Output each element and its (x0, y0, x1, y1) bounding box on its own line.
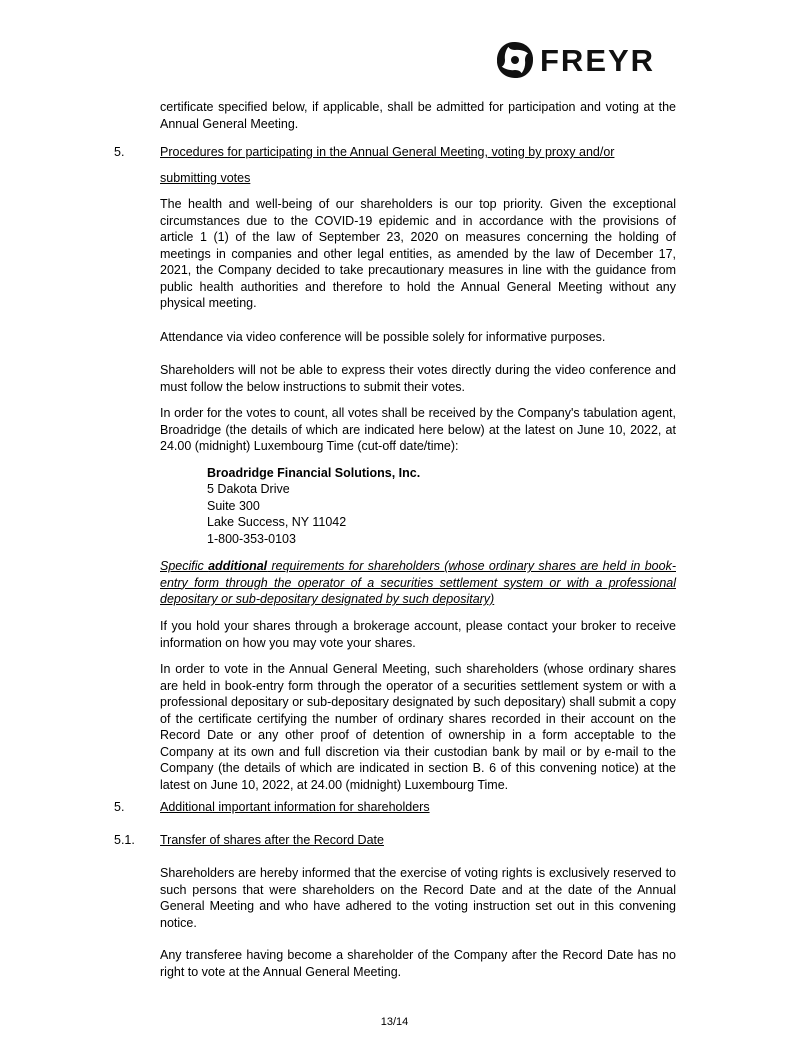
section-5-heading-line1 (160, 144, 676, 161)
transferee-paragraph: Any transferee having become a shareholder of the Company after the Record Date has no right to vote at the Annual General Meeting. (160, 948, 676, 979)
section-5b-heading (160, 799, 676, 816)
specific-bold: additional (208, 559, 268, 573)
vote-requirements-paragraph: In order to vote in the Annual General Meeting, such shareholders (whose ordinary shares are held in book-entry form through the operator of a securities settlement system or with a professional depositary or sub-depositary designated by such depositary) shall submit a copy of the certificate certifying the number of ordinary shares recorded in their account on the Record Date or any other proof of detention of ownership in a form acceptable to the Company at its own and full discretion via their custodian bank by mail or by e-mail to the Company (the details of which are indicated in section B. 6 of this convening notice) at the latest on June 10, 2022, at 24.00 (midnight) Luxembourg Time. (160, 662, 676, 792)
specific-post: requirements for shareholders (whose ordinary shares are held in book-entry form through the operator of a securities settlement system or with a professional depositary or sub-depositary designated by such depositary) (160, 559, 676, 606)
specific-requirements-heading (160, 558, 676, 608)
voting-rights-paragraph: Shareholders are hereby informed that the exercise of voting rights is exclusively reserved to such persons that were shareholders on the Record Date and at the date of the Annual General Meeting and who have adhered to the voting instruction set out in this convening notice. (160, 866, 676, 930)
section-5-heading-line2 (160, 170, 676, 187)
company-logo (494, 38, 676, 82)
section-5-1-number: 5.1. (114, 833, 135, 847)
intro-tail-paragraph: certificate specified below, if applicable, shall be admitted for participation and voting at the Annual General Meeting. (160, 100, 676, 131)
section-5-1-heading-text: Transfer of shares after the Record Date (160, 833, 384, 847)
section-5-heading-text2: submitting votes (160, 171, 251, 185)
section-5-number: 5. (114, 145, 125, 159)
page-number: 13/14 (380, 1016, 409, 1028)
section-5-1-heading (160, 832, 676, 849)
address-line2: Suite 300 (207, 499, 260, 513)
video-conference-paragraph: Attendance via video conference will be possible solely for informative purposes. (160, 330, 606, 344)
section-5-heading-text: Procedures for participating in the Annual General Meeting, voting by proxy and/or (160, 145, 615, 159)
shareholders-votes-paragraph: Shareholders will not be able to express their votes directly during the video conference and must follow the below instructions to submit their votes. (160, 363, 676, 394)
logo-wordmark: FREYR (540, 42, 656, 78)
address-name: Broadridge Financial Solutions, Inc. (207, 466, 421, 480)
section-5b-number: 5. (114, 800, 125, 814)
section-5b-heading-text: Additional important information for shareholders (160, 800, 430, 814)
address-line1: 5 Dakota Drive (207, 482, 290, 496)
covid-paragraph: The health and well-being of our shareholders is our top priority. Given the exceptional circumstances due to the COVID-19 epidemic and in accordance with the provisions of article 1 (1) of the law of September 23, 2020 on measures concerning the holding of meetings in companies and other legal entities, as amended by the law of December 17, 2021, the Company decided to take precautionary measures in line with the guidance from public health authorities and therefore to hold the Annual General Meeting without any physical meeting. (160, 197, 676, 310)
brokerage-paragraph: If you hold your shares through a brokerage account, please contact your broker to receive information on how you may vote your shares. (160, 619, 676, 650)
specific-pre: Specific (160, 559, 209, 573)
votes-count-paragraph: In order for the votes to count, all votes shall be received by the Company's tabulation agent, Broadridge (the details of which are indicated here below) at the latest on June 10, 2022, at 24.00 (midnight) Luxembourg Time (cut-off date/time): (160, 406, 676, 453)
freyr-swirl-icon (494, 39, 536, 81)
address-phone: 1-800-353-0103 (207, 532, 296, 546)
address-line3: Lake Success, NY 11042 (207, 515, 347, 529)
